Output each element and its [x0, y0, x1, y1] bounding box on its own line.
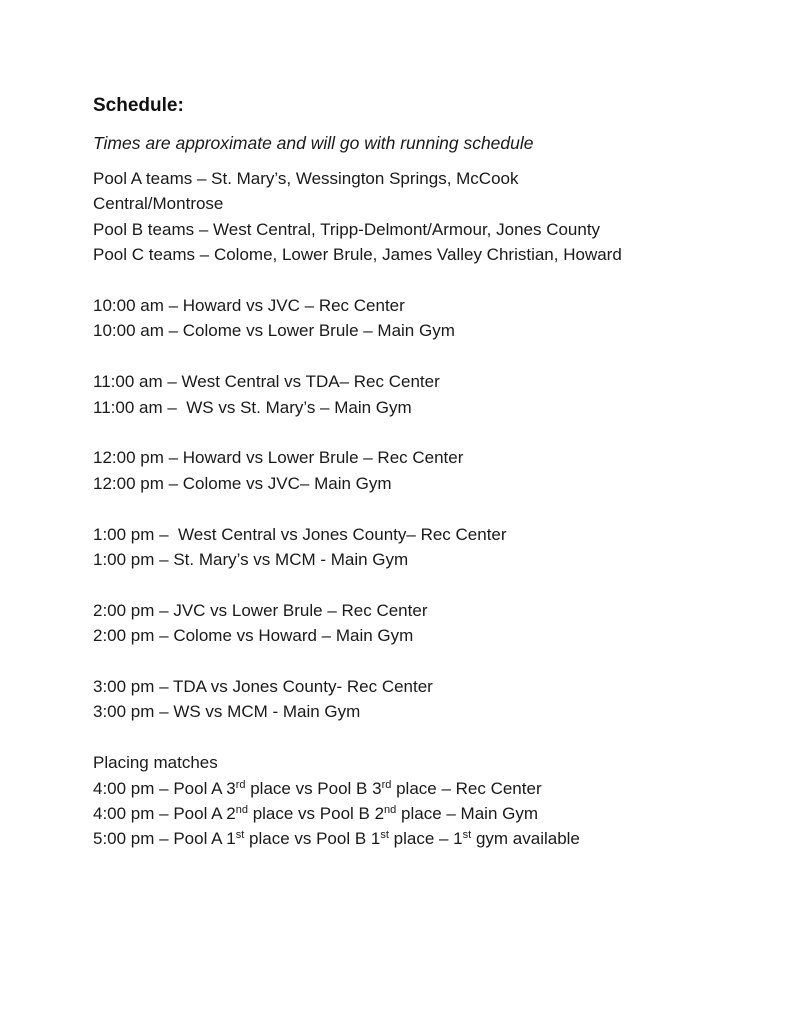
ordinal-suffix: nd [384, 804, 397, 817]
match-line: 1:00 pm – West Central vs Jones County– Rec Center [93, 524, 507, 544]
round-3 [93, 445, 753, 496]
match-line: 10:00 am – Howard vs JVC – Rec Center [93, 296, 405, 316]
round-1 [93, 293, 753, 344]
ordinal-suffix: st [235, 829, 245, 842]
round-2 [93, 369, 753, 420]
match-line: 3:00 pm – WS vs MCM - Main Gym [93, 702, 361, 722]
match-text: place – Main Gym [396, 804, 539, 824]
placing-match-2nd [93, 801, 753, 826]
pool-b-line: Pool B teams – West Central, Tripp-Delmont/Armour, Jones County [93, 219, 601, 239]
pool-list [93, 166, 753, 268]
ordinal-suffix: st [380, 829, 389, 842]
match-line: 2:00 pm – Colome vs Howard – Main Gym [93, 626, 414, 646]
round-4 [93, 522, 753, 573]
round-6 [93, 674, 753, 725]
match-line: 12:00 pm – Howard vs Lower Brule – Rec Center [93, 448, 464, 468]
match-text: 4:00 pm – Pool A 3 [93, 778, 236, 798]
match-line: 12:00 pm – Colome vs JVC– Main Gym [93, 473, 392, 493]
ordinal-suffix: st [462, 829, 472, 842]
schedule-document [93, 94, 753, 852]
match-text: place vs Pool B 3 [245, 778, 382, 798]
page-title: Schedule: [93, 95, 184, 116]
match-text: place – 1 [388, 829, 463, 849]
pool-a-line-1: Pool A teams – St. Mary’s, Wessington Springs, McCook [93, 169, 519, 188]
schedule-note: Times are approximate and will go with running schedule [93, 133, 534, 153]
match-line: 1:00 pm – St. Mary’s vs MCM - Main Gym [93, 550, 409, 570]
match-text: 5:00 pm – Pool A 1 [93, 829, 236, 849]
match-text: place vs Pool B 1 [244, 829, 381, 849]
pool-a-line-2: Central/Montrose [93, 194, 224, 214]
match-text: gym available [471, 829, 580, 849]
placing-match-1st [93, 826, 753, 851]
match-line: 3:00 pm – TDA vs Jones County- Rec Center [93, 677, 433, 697]
placing-matches [93, 750, 753, 852]
match-line: 10:00 am – Colome vs Lower Brule – Main Gym [93, 321, 455, 341]
round-5 [93, 598, 753, 649]
match-text: place vs Pool B 2 [247, 804, 385, 824]
match-text: place – Rec Center [391, 778, 542, 798]
match-text: 4:00 pm – Pool A 2 [93, 804, 236, 824]
match-line: 11:00 am – West Central vs TDA– Rec Center [93, 372, 440, 392]
pool-c-line: Pool C teams – Colome, Lower Brule, James Valley Christian, Howard [93, 245, 622, 265]
ordinal-suffix: rd [235, 778, 246, 791]
placing-match-3rd [93, 776, 753, 801]
placing-heading: Placing matches [93, 753, 218, 773]
match-line: 11:00 am – WS vs St. Mary’s – Main Gym [93, 397, 412, 417]
ordinal-suffix: rd [381, 778, 392, 791]
ordinal-suffix: nd [235, 804, 248, 817]
match-line: 2:00 pm – JVC vs Lower Brule – Rec Center [93, 600, 428, 620]
